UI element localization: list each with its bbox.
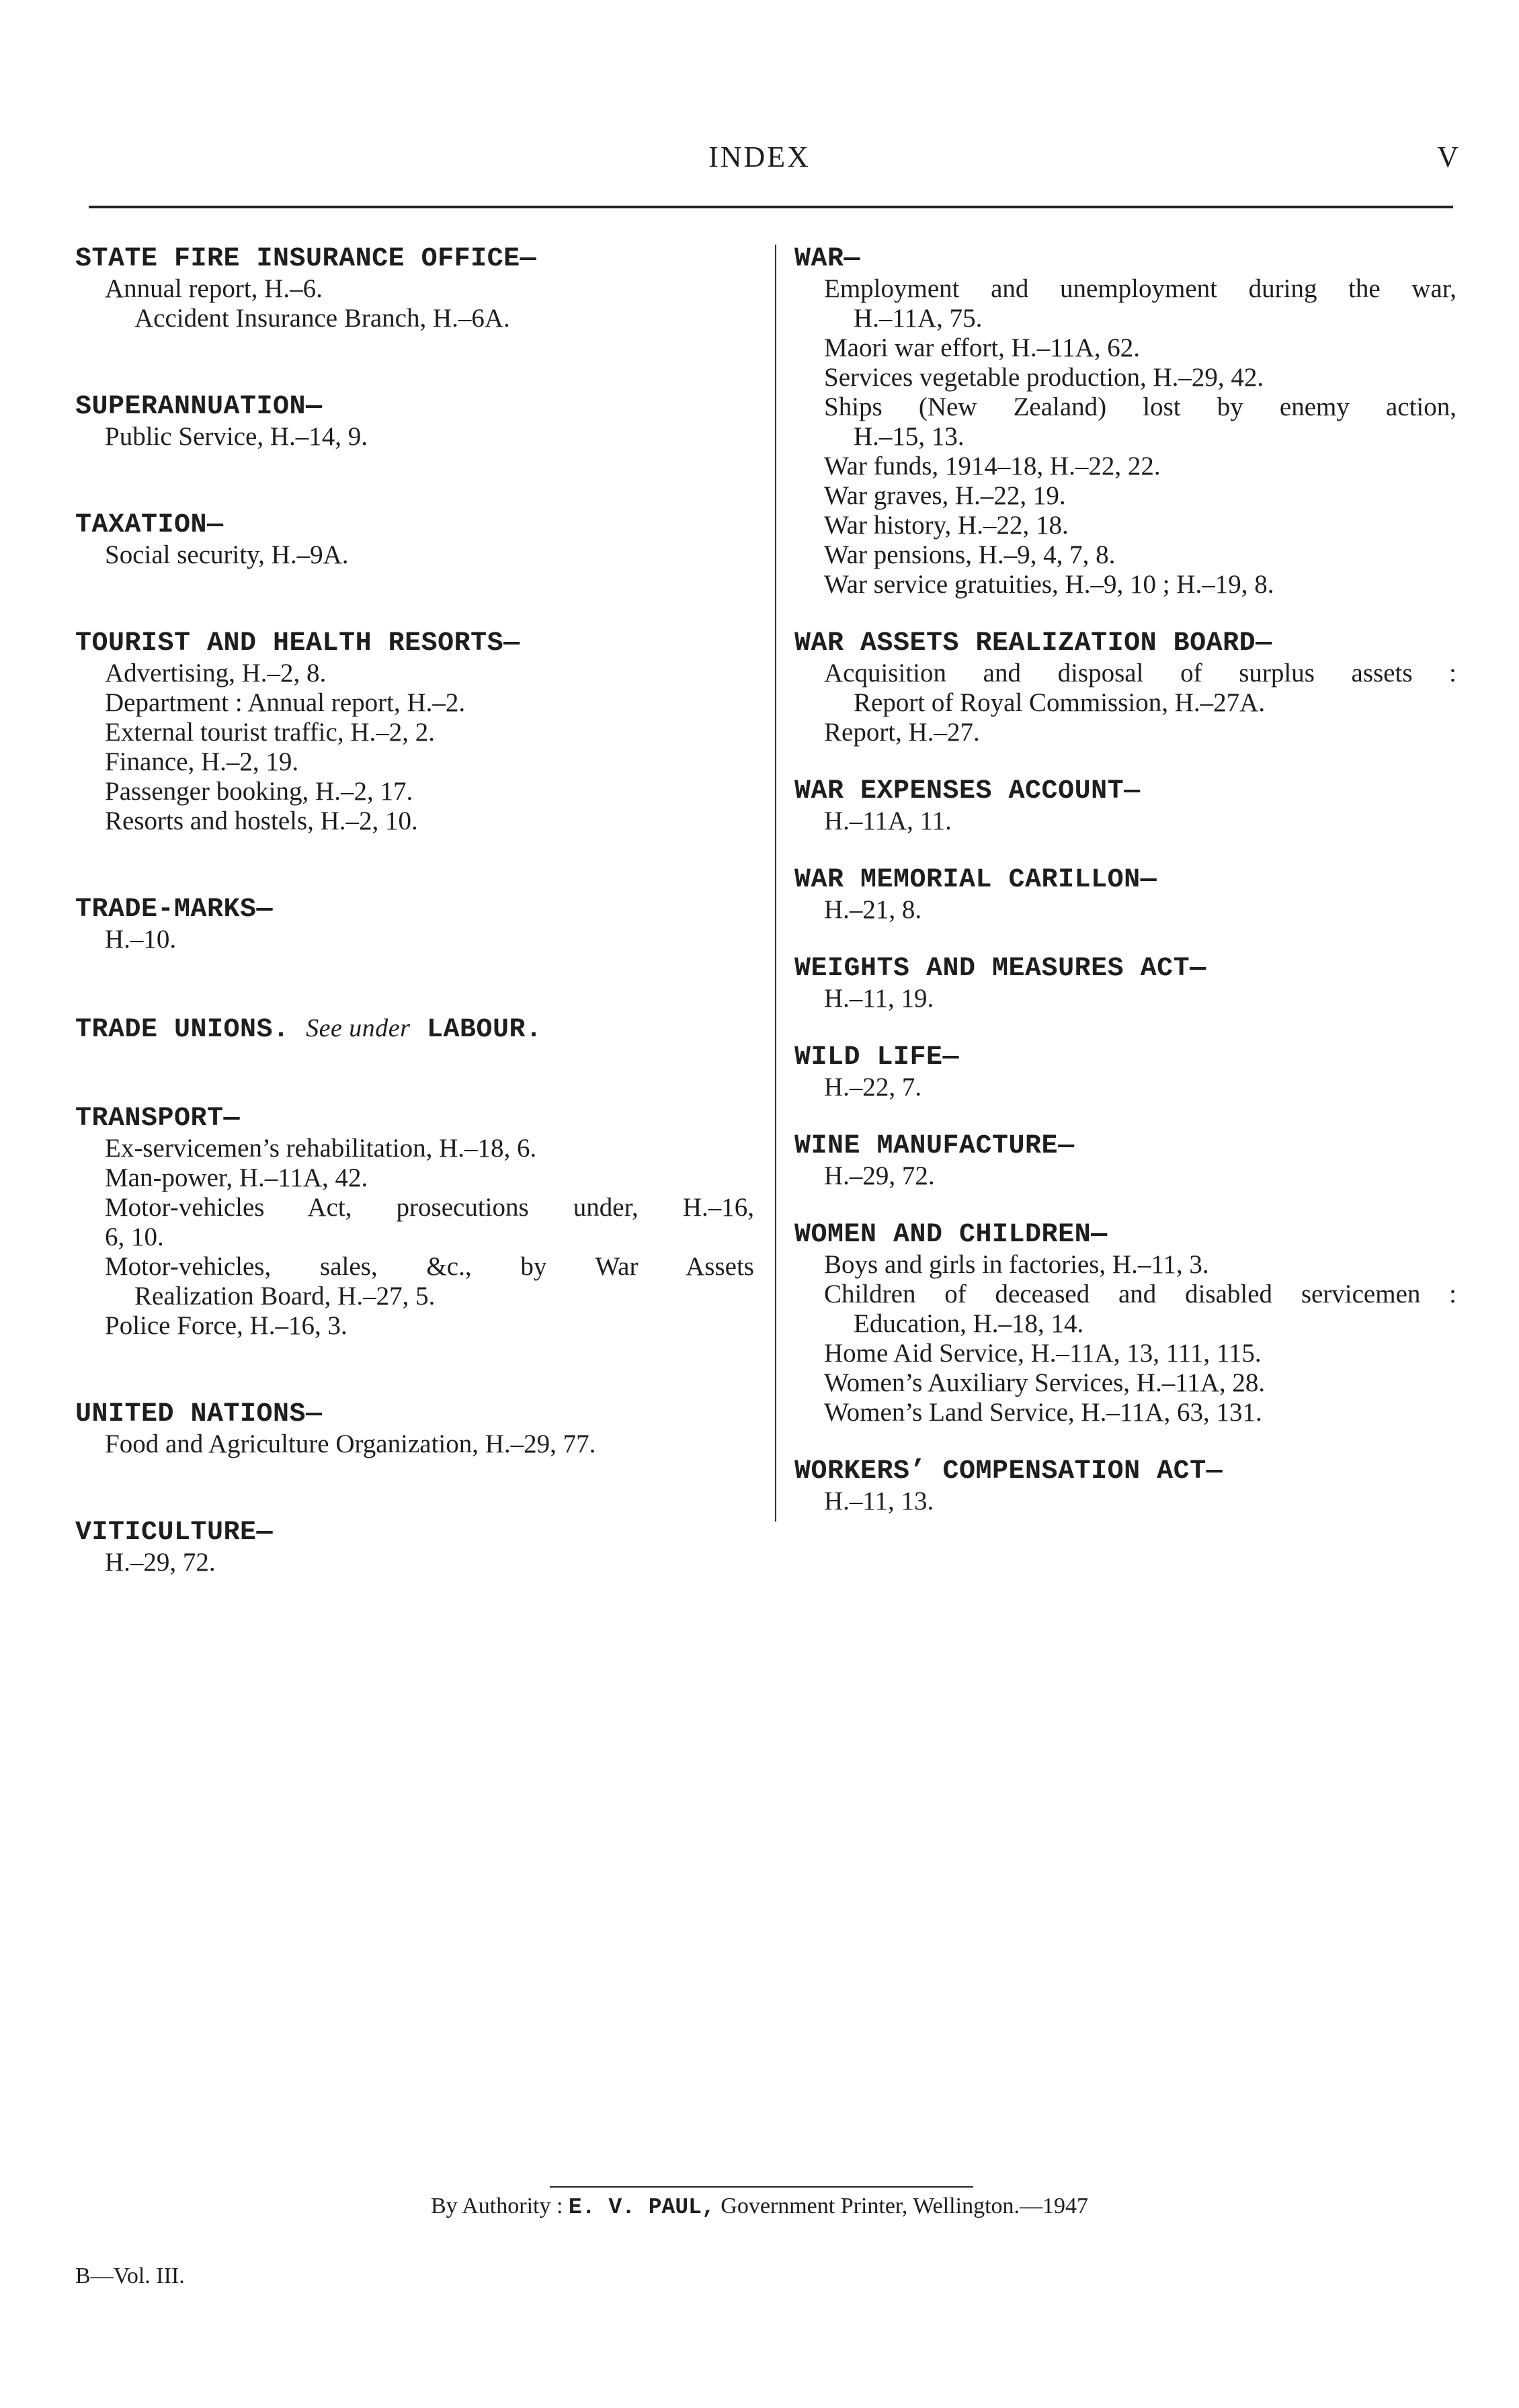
imprint-suffix: Government Printer, Wellington.—1947: [721, 2194, 1089, 2218]
entry-heading: WEIGHTS AND MEASURES ACT—: [794, 954, 1206, 984]
entry-line: War history, H.–22, 18.: [824, 511, 1069, 540]
entry-line: War funds, 1914–18, H.–22, 22.: [824, 452, 1161, 481]
printer-imprint: [0, 2194, 1519, 2220]
entry-line: Resorts and hostels, H.–2, 10.: [105, 806, 418, 835]
entry-line: Food and Agriculture Organization, H.–29, 77.: [105, 1429, 596, 1458]
entry-line: External tourist traffic, H.–2, 2.: [105, 718, 435, 747]
index-entry: [75, 1013, 754, 1045]
volume-mark: B—Vol. III.: [75, 2264, 185, 2288]
entry-line: H.–21, 8.: [824, 895, 922, 924]
entry-line: Ships (New Zealand) lost by enemy action,: [824, 392, 1456, 421]
entry-line: Motor-vehicles, sales, &c., by War Assets: [105, 1252, 754, 1281]
entry-line: H.–11, 19.: [824, 984, 934, 1013]
entry-line: Realization Board, H.–27, 5.: [134, 1282, 436, 1311]
index-entry: [794, 1132, 1456, 1191]
entry-heading: WAR EXPENSES ACCOUNT—: [794, 776, 1141, 806]
entry-line: H.–11A, 11.: [824, 806, 952, 835]
entry-heading: SUPERANNUATION—: [75, 392, 323, 422]
entry-line: Employment and unemployment during the war,: [824, 274, 1456, 303]
entry-heading: TRANSPORT—: [75, 1104, 241, 1134]
entry-line: Public Service, H.–14, 9.: [105, 422, 368, 451]
index-entry: [75, 511, 754, 570]
entry-heading: WAR ASSETS REALIZATION BOARD—: [794, 628, 1272, 659]
entry-line: War graves, H.–22, 19.: [824, 481, 1066, 510]
entry-line: H.–29, 72.: [824, 1161, 935, 1190]
entry-heading: TOURIST AND HEALTH RESORTS—: [75, 628, 520, 659]
index-entry: [794, 1043, 1456, 1102]
entry-heading: WILD LIFE—: [794, 1042, 960, 1073]
entry-heading: TAXATION—: [75, 510, 224, 540]
entry-line: H.–22, 7.: [824, 1073, 922, 1102]
entry-line: War service gratuities, H.–9, 10 ; H.–19, 8.: [824, 570, 1274, 599]
entry-line: War pensions, H.–9, 4, 7, 8.: [824, 540, 1116, 569]
header-rule: [89, 206, 1453, 208]
see-reference: See under: [306, 1014, 411, 1042]
entry-line: Motor-vehicles Act, prosecutions under, H.–16,: [105, 1193, 754, 1222]
entry-line: H.–11A, 75.: [854, 304, 983, 333]
index-entry: [75, 1518, 754, 1577]
index-entry: [794, 629, 1456, 747]
entry-line: H.–11, 13.: [824, 1487, 934, 1516]
entry-line: H.–15, 13.: [854, 422, 964, 451]
entry-line: Police Force, H.–16, 3.: [105, 1311, 347, 1340]
entry-heading: VITICULTURE—: [75, 1518, 274, 1548]
index-entry: [75, 245, 754, 333]
index-entry: [794, 866, 1456, 925]
entry-line: H.–29, 72.: [105, 1548, 216, 1577]
entry-line: Acquisition and disposal of surplus assets :: [824, 659, 1456, 688]
entry-line: Maori war effort, H.–11A, 62.: [824, 333, 1141, 362]
entry-line: Accident Insurance Branch, H.–6A.: [134, 304, 510, 333]
entry-line: Children of deceased and disabled servicemen :: [824, 1280, 1456, 1309]
entry-line: Ex-servicemen’s rehabilitation, H.–18, 6.: [105, 1134, 537, 1163]
index-entry: [794, 777, 1456, 836]
page-number: V: [1437, 140, 1459, 173]
entry-heading: WINE MANUFACTURE—: [794, 1131, 1075, 1161]
right-column: [794, 245, 1456, 1516]
entry-heading: TRADE UNIONS. See under LABOUR.: [75, 1014, 542, 1045]
entry-line: Report of Royal Commission, H.–27A.: [854, 688, 1266, 717]
entry-line: Boys and girls in factories, H.–11, 3.: [824, 1250, 1209, 1279]
entry-heading: UNITED NATIONS—: [75, 1399, 323, 1429]
page-title: INDEX: [708, 140, 811, 173]
index-entry: [75, 392, 754, 452]
entry-line: Annual report, H.–6.: [105, 274, 323, 303]
left-column: [75, 245, 754, 1577]
entry-line: Advertising, H.–2, 8.: [105, 659, 327, 688]
entry-line: 6, 10.: [105, 1222, 164, 1251]
entry-line: H.–10.: [105, 925, 177, 954]
entry-heading: STATE FIRE INSURANCE OFFICE—: [75, 244, 537, 274]
see-target: LABOUR.: [426, 1015, 542, 1045]
entry-line: Services vegetable production, H.–29, 42.: [824, 363, 1264, 392]
entry-line: Women’s Land Service, H.–11A, 63, 131.: [824, 1398, 1262, 1427]
index-entry: [794, 954, 1456, 1013]
entry-line: Passenger booking, H.–2, 17.: [105, 777, 413, 806]
entry-heading: WAR MEMORIAL CARILLON—: [794, 865, 1157, 895]
index-entry: [794, 245, 1456, 599]
entry-line: Home Aid Service, H.–11A, 13, 111, 115.: [824, 1339, 1262, 1368]
column-divider: [775, 245, 776, 1522]
entry-heading: TRADE-MARKS—: [75, 895, 274, 925]
entry-line: Department : Annual report, H.–2.: [105, 688, 466, 717]
entry-heading: WAR—: [794, 244, 861, 274]
entry-line: Education, H.–18, 14.: [854, 1309, 1084, 1338]
footer-rule: [550, 2186, 973, 2188]
imprint-printer: E. V. PAUL,: [568, 2195, 715, 2220]
index-entry: [794, 1220, 1456, 1427]
entry-line: Social security, H.–9A.: [105, 540, 349, 569]
entry-heading: WOMEN AND CHILDREN—: [794, 1220, 1108, 1250]
imprint-prefix: By Authority :: [430, 2194, 563, 2218]
entry-line: Report, H.–27.: [824, 718, 980, 747]
entry-heading: WORKERS’ COMPENSATION ACT—: [794, 1456, 1223, 1487]
entry-line: Women’s Auxiliary Services, H.–11A, 28.: [824, 1368, 1266, 1397]
index-entry: [75, 895, 754, 954]
index-entry: [75, 1104, 754, 1341]
entry-line: Finance, H.–2, 19.: [105, 747, 299, 776]
index-entry: [75, 629, 754, 836]
index-entry: [794, 1457, 1456, 1516]
index-entry: [75, 1400, 754, 1459]
entry-line: Man-power, H.–11A, 42.: [105, 1163, 368, 1192]
